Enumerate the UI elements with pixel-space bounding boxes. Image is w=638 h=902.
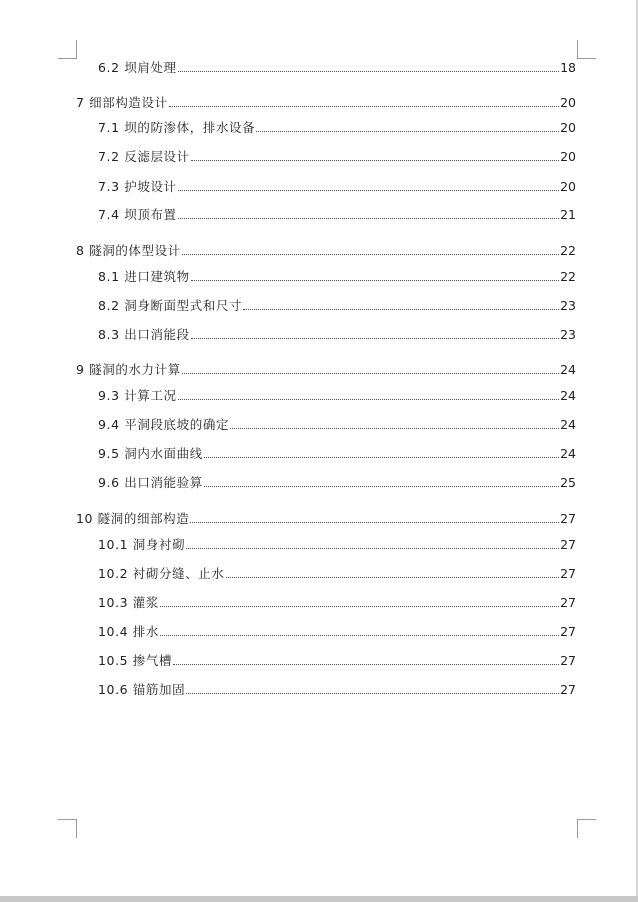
- dot-leader: [243, 308, 559, 310]
- dot-leader: [160, 634, 559, 636]
- dot-leader: [186, 547, 559, 549]
- dot-leader: [182, 253, 559, 255]
- toc-entry-title: 10.6 锚筋加固: [98, 682, 186, 697]
- dot-leader: [230, 427, 559, 429]
- toc-entry[interactable]: [98, 417, 576, 433]
- dot-leader: [186, 692, 559, 694]
- toc-page-number: 18: [560, 60, 576, 75]
- toc-page-number: 27: [560, 511, 576, 526]
- toc-entry[interactable]: [98, 207, 576, 223]
- toc-entry[interactable]: [98, 624, 576, 640]
- toc-entry[interactable]: [98, 149, 576, 165]
- toc-entry-title: 9.6 出口消能验算: [98, 475, 203, 490]
- toc-page-number: 27: [560, 624, 576, 639]
- toc-entry-title: 8.1 进口建筑物: [98, 269, 190, 284]
- toc-entry[interactable]: [98, 595, 576, 611]
- toc-page-number: 24: [560, 362, 576, 377]
- dot-leader: [191, 279, 559, 281]
- toc-entry-title: 9 隧洞的水力计算: [76, 362, 181, 377]
- toc-entry[interactable]: [98, 60, 576, 76]
- toc-entry-title: 10.2 衬砌分缝、止水: [98, 566, 225, 581]
- toc-page-number: 21: [560, 207, 576, 222]
- toc-entry-title: 7.4 坝顶布置: [98, 207, 177, 222]
- toc-page-number: 22: [560, 243, 576, 258]
- toc-entry-title: 8.2 洞身断面型式和尺寸: [98, 298, 243, 313]
- toc-entry[interactable]: [98, 446, 576, 462]
- toc-entry[interactable]: [98, 388, 576, 404]
- toc-entry-title: 10.5 掺气槽: [98, 653, 173, 668]
- dot-leader: [160, 605, 559, 607]
- toc-page-number: 27: [560, 682, 576, 697]
- toc-entry-title: 10.3 灌浆: [98, 595, 160, 610]
- toc-entry-title: 10.1 洞身衬砌: [98, 537, 186, 552]
- toc-entry-title: 9.5 洞内水面曲线: [98, 446, 203, 461]
- dot-leader: [173, 663, 559, 665]
- dot-leader: [191, 159, 559, 161]
- dot-leader: [178, 70, 559, 72]
- toc-entry[interactable]: [98, 179, 576, 195]
- toc-page-number: 22: [560, 269, 576, 284]
- toc-entry-title: 7 细部构造设计: [76, 95, 168, 110]
- toc-entry-title: 6.2 坝肩处理: [98, 60, 177, 75]
- toc-entry[interactable]: [76, 362, 576, 378]
- toc-page-number: 20: [560, 149, 576, 164]
- toc-entry-title: 9.4 平洞段底坡的确定: [98, 417, 230, 432]
- toc-entry[interactable]: [98, 298, 576, 314]
- toc-page-number: 24: [560, 417, 576, 432]
- dot-leader: [191, 337, 559, 339]
- toc-entry-title: 8 隧洞的体型设计: [76, 243, 181, 258]
- toc-entry[interactable]: [76, 95, 576, 111]
- toc-entry-title: 7.1 坝的防渗体，排水设备: [98, 120, 256, 135]
- toc-entry[interactable]: [98, 120, 576, 136]
- toc-entry[interactable]: [98, 653, 576, 669]
- toc-page-number: 27: [560, 537, 576, 552]
- toc-page-number: 23: [560, 327, 576, 342]
- toc-entry[interactable]: [76, 511, 576, 527]
- dot-leader: [178, 217, 559, 219]
- toc-entry-title: 7.3 护坡设计: [98, 179, 177, 194]
- page-bottom-margin: [0, 896, 638, 902]
- toc-entry[interactable]: [98, 269, 576, 285]
- toc-page-number: 24: [560, 446, 576, 461]
- dot-leader: [204, 485, 559, 487]
- toc-page-number: 27: [560, 566, 576, 581]
- toc-entry-title: 8.3 出口消能段: [98, 327, 190, 342]
- toc-entry[interactable]: [76, 243, 576, 259]
- toc-entry[interactable]: [98, 682, 576, 698]
- dot-leader: [178, 398, 559, 400]
- dot-leader: [204, 456, 559, 458]
- toc-entry-title: 10.4 排水: [98, 624, 160, 639]
- dot-leader: [190, 521, 559, 523]
- toc-page-number: 20: [560, 120, 576, 135]
- toc-entry-title: 9.3 计算工况: [98, 388, 177, 403]
- dot-leader: [256, 130, 559, 132]
- toc-page-number: 23: [560, 298, 576, 313]
- toc-entry-title: 7.2 反滤层设计: [98, 149, 190, 164]
- toc-page-number: 27: [560, 653, 576, 668]
- toc-entry[interactable]: [98, 327, 576, 343]
- toc-page-number: 25: [560, 475, 576, 490]
- toc-entry[interactable]: [98, 537, 576, 553]
- dot-leader: [178, 189, 559, 191]
- toc-page-number: 27: [560, 595, 576, 610]
- toc-page-number: 24: [560, 388, 576, 403]
- dot-leader: [182, 372, 559, 374]
- toc-entry[interactable]: [98, 566, 576, 582]
- dot-leader: [169, 105, 559, 107]
- toc-entry-title: 10 隧洞的细部构造: [76, 511, 190, 526]
- toc-entry[interactable]: [98, 475, 576, 491]
- toc-page-number: 20: [560, 179, 576, 194]
- dot-leader: [226, 576, 560, 578]
- toc-page-number: 20: [560, 95, 576, 110]
